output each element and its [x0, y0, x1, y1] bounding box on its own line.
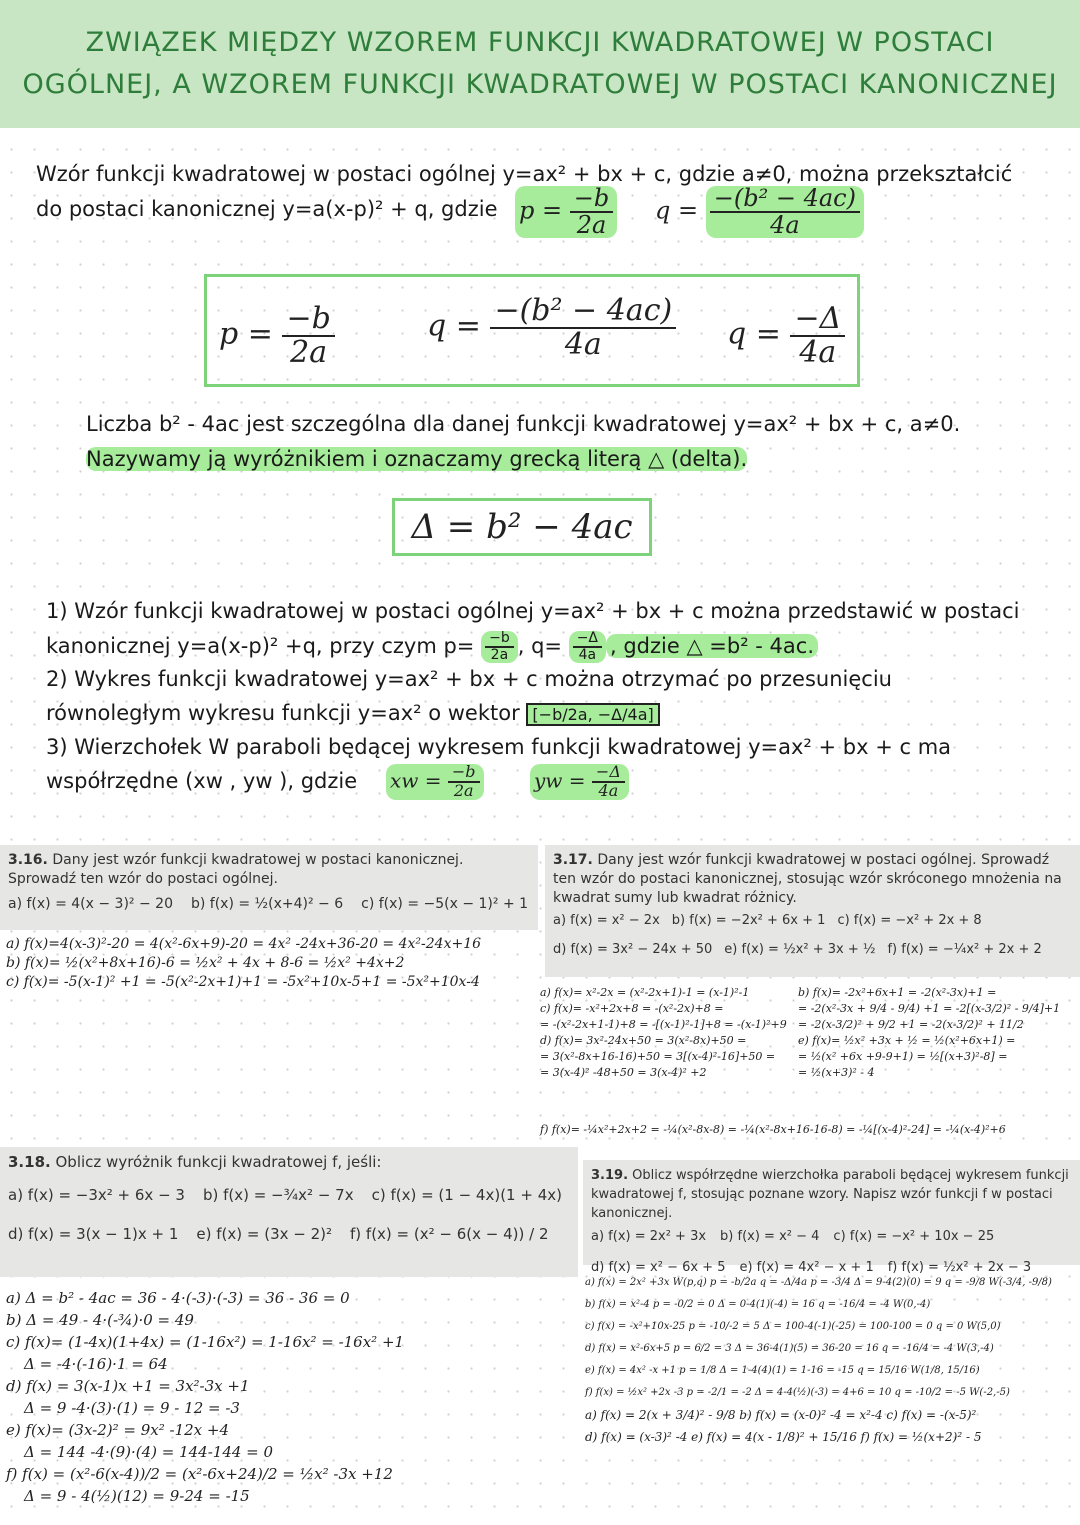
delta-text-line-2: Nazywamy ją wyróżnikiem i oznaczamy grecką literą △ (delta). — [86, 447, 748, 471]
formula-box — [204, 274, 860, 387]
title-line-1: ZWIĄZEK MIĘDZY WZOREM FUNKCJI KWADRATOWEJ W POSTACI — [85, 27, 995, 58]
intro-q-formula: q = $\frac{\text{−(b² − 4ac)}}{4a}$ — [655, 186, 864, 238]
exercise-3-17-header: 3.17. Dany jest wzór funkcji kwadratowej w postaci ogólnej. Sprowadź ten wzór do postaci kanonicznej, stosując wzór skróconego mnożenia na kwadrat sumy lub kwadrat różnicy. a) f(x) = x² − 2x b) f(x) = −2x² + 6x + 1 c) f(x) = −x² + 2x + 8 d) f(x) = 3x² − 24x + 50 e) f(x) = ½x² + 3x + ½ f) f(x) = −¼x² + 2x + 2 — [545, 845, 1080, 977]
exercise-3-16-header: 3.16. Dany jest wzór funkcji kwadratowej w postaci kanonicznej. Sprowadź ten wzór do postaci ogólnej. a) f(x) = 4(x − 3)² − 20 b) f(x) = ½(x+4)² − 6 c) f(x) = −5(x − 1)² + 1 — [0, 845, 538, 930]
delta-formula-box: Δ = b² − 4ac — [392, 498, 652, 556]
exercise-3-17-solution-right: b) f(x)= -2x²+6x+1 = -2(x²-3x)+1 = = -2(x²-3x + 9/4 - 9/4) +1 = -2[(x-3/2)² - 9/4]+1 = -2(x-3/2)² + 9/2 +1 = -2(x-3/2)² + 11/2 e) f(x)= ½x² +3x + ½ = ½(x²+6x+1) = = ½(x² +6x +9-9+1) = ½[(x+3)²-8] = = ½(x+3)² - 4 — [798, 986, 1061, 1079]
exercise-3-17-solution-f: f) f(x)= -¼x²+2x+2 = -¼(x²-8x-8) = -¼(x²-8x+16-16-8) = -¼[(x-4)²-24] = -¼(x-4)²+6 — [540, 1123, 1006, 1136]
box-q-formula-2: q = $\frac{-\Delta}{4a}$ — [727, 303, 845, 368]
intro-p-formula: p = $\frac{-b}{2a}$ — [515, 186, 617, 238]
box-q-formula-1: q = $\frac{\text{−(b² − 4ac)}}{4a}$ — [427, 295, 676, 360]
point-1-line-1: 1) Wzór funkcji kwadratowej w postaci ogólnej y=ax² + bx + c można przedstawić w postaci — [46, 599, 1020, 623]
delta-text-line-1: Liczba b² - 4ac jest szczególna dla danej funkcji kwadratowej y=ax² + bx + c, a≠0. — [86, 412, 961, 436]
exercise-3-19-header: 3.19. Oblicz współrzędne wierzchołka paraboli będącej wykresem funkcji kwadratowej f, stosując poznane wzory. Napisz wzór funkcji f w postaci kanonicznej. a) f(x) = 2x² + 3x b) f(x) = x² − 4 c) f(x) = −x² + 10x − 25 d) f(x) = x² − 6x + 5 e) f(x) = 4x² − x + 1 f) f(x) = ½x² + 2x − 3 — [583, 1160, 1080, 1265]
exercise-3-18-header: 3.18. Oblicz wyróżnik funkcji kwadratowej f, jeśli: a) f(x) = −3x² + 6x − 3 b) f(x) = −¾x² − 7x c) f(x) = (1 − 4x)(1 + 4x) d) f(x) = 3(x − 1)x + 1 e) f(x) = (3x − 2)² f) f(x) = (x² − 6(x − 4)) / 2 — [0, 1147, 578, 1277]
yw-formula: yw = $\frac{-\Delta}{4a}$ — [530, 764, 629, 800]
title-line-2: OGÓLNEJ, A WZOREM FUNKCJI KWADRATOWEJ W POSTACI KANONICZNEJ — [22, 69, 1058, 100]
exercise-3-17-solution-left: a) f(x)= x²-2x = (x²-2x+1)-1 = (x-1)²-1 c) f(x)= -x²+2x+8 = -(x²-2x)+8 = = -(x²-2x+1-1)+8 = -[(x-1)²-1]+8 = -(x-1)²+9 d) f(x)= 3x²-24x+50 = 3(x²-8x)+50 = = 3(x²-8x+16-16)+50 = 3[(x-4)²-16]+50 = = 3(x-4)² -48+50 = 3(x-4)² +2 — [540, 986, 787, 1079]
point-2-line-2: równoległym wykresu funkcji y=ax² o wektor [−b/2a, −Δ/4a] — [46, 696, 660, 732]
point-3-line-1: 3) Wierzchołek W paraboli będącej wykresem funkcji kwadratowej y=ax² + bx + c ma — [46, 735, 952, 759]
intro-line-1: Wzór funkcji kwadratowej w postaci ogólnej y=ax² + bx + c, gdzie a≠0, można przekształcić — [36, 162, 1013, 186]
point-2-line-1: 2) Wykres funkcji kwadratowej y=ax² + bx + c można otrzymać po przesunięciu — [46, 667, 892, 691]
point-1-line-2: kanonicznej y=a(x-p)² +q, przy czym p= $\frac{-b}{2a}$ , q= $\frac{-\Delta}{4a}$ , gdzie △ =b² - 4ac. — [46, 629, 818, 664]
exercise-3-18-solution: a) Δ = b² - 4ac = 36 - 4·(-3)·(-3) = 36 - 36 = 0 b) Δ = 49 - 4·(-¾)·0 = 49 c) f(x)= (1-4x)(1+4x) = (1-16x²) = 1-16x² = -16x² +1 Δ = -4·(-16)·1 = 64 d) f(x) = 3(x-1)x +1 = 3x²-3x +1 Δ = 9 -4·(3)·(1) = 9 - 12 = -3 e) f(x)= (3x-2)² = 9x² -12x +4 Δ = 144 -4·(9)·(4) = 144-144 = 0 f) f(x) = (x²-6(x-4))/2 = (x²-6x+24)/2 = ½x² -3x +12 Δ = 9 - 4(½)(12) = 9-24 = -15 — [6, 1289, 405, 1505]
xw-formula: xw = $\frac{-b}{2a}$ — [386, 764, 484, 800]
exercise-3-19-solution: a) f(x) = 2x² +3x W(p,q) p = -b/2a q = -Δ/4a p = -3/4 Δ = 9-4(2)(0) = 9 q = -9/8 W(-3/4, -9/8) b) f(x) = x²-4 p = -0/2 = 0 Δ = 0-4(1)(-4) = 16 q = -16/4 = -4 W(0,-4) c) f(x) = -x²+10x-25 p = -10/-2 = 5 Δ = 100-4(-1)(-25) = 100-100 = 0 q = 0 W(5,0) d) f(x) = x²-6x+5 p = 6/2 = 3 Δ = 36-4(1)(5) = 36-20 = 16 q = -16/4 = -4 W(3,-4) e) f(x) = 4x² -x +1 p = 1/8 Δ = 1-4(4)(1) = 1-16 = -15 q = 15/16 W(1/8, 15/16) f) f(x) = ½x² +2x -3 p = -2/1 = -2 Δ = 4-4(½)(-3) = 4+6 = 10 q = -10/2 = -5 W(-2,-5) a) f(x) = 2(x + 3/4)² - 9/8 b) f(x) = (x-0)² -4 = x²-4 c) f(x) = -(x-5)² d) f(x) = (x-3)² -4 e) f(x) = 4(x - 1/8)² + 15/16 f) f(x) = ½(x+2)² - 5 — [585, 1277, 1052, 1444]
exercise-3-16-solution: a) f(x)=4(x-3)²-20 = 4(x²-6x+9)-20 = 4x² -24x+36-20 = 4x²-24x+16 b) f(x)= ½(x²+8x+16)-6 = ½x² + 4x + 8-6 = ½x² +4x+2 c) f(x)= -5(x-1)² +1 = -5(x²-2x+1)+1 = -5x²+10x-5+1 = -5x²+10x-4 — [6, 936, 482, 990]
intro-line-2: do postaci kanonicznej y=a(x-p)² + q, gdzie — [36, 197, 498, 221]
title-banner — [0, 0, 1080, 128]
box-p-formula: p = $\frac{-b}{2a}$ — [219, 303, 335, 368]
point-3-line-2: współrzędne (xw , yw ), gdzie — [46, 769, 358, 793]
